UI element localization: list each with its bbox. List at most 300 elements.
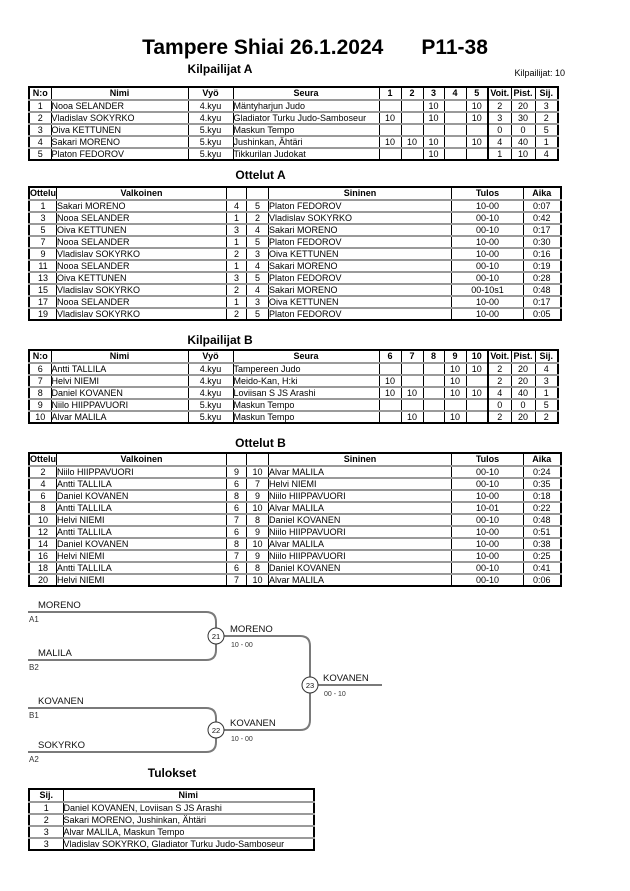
- cell-s1: [379, 411, 401, 423]
- cell-s3: 10: [423, 136, 444, 148]
- col-header-valkoinen: Valkoinen: [57, 453, 227, 466]
- cell-n1: 2: [227, 248, 247, 260]
- cell-seura: Maskun Tempo: [233, 411, 379, 423]
- cell-no: 19: [29, 308, 57, 320]
- cell-n2: 9: [247, 490, 269, 502]
- cell-valkoinen: Daniel KOVANEN: [57, 490, 227, 502]
- cell-pist: 40: [511, 136, 535, 148]
- cell-pist: 20: [511, 363, 535, 375]
- cell-nimi: Daniel KOVANEN, Loviisan S JS Arashi: [63, 802, 314, 814]
- cell-voit: 0: [488, 124, 511, 136]
- semi1-bottom-name: MALILA: [38, 648, 72, 659]
- cell-no: 13: [29, 272, 57, 284]
- table-row: [29, 363, 558, 375]
- cell-nimi: Alvar MALILA: [51, 411, 188, 423]
- cell-nimi: Helvi NIEMI: [51, 375, 188, 387]
- table-row: [29, 502, 561, 514]
- cell-n2: 3: [247, 248, 269, 260]
- col-header-seura: Seura: [233, 87, 379, 100]
- cell-aika: 0:18: [524, 490, 561, 502]
- col-header-opp7: 7: [401, 350, 423, 363]
- cell-seura: Tampereen Judo: [233, 363, 379, 375]
- cell-s2: [401, 363, 423, 375]
- matches-a-header-row: [29, 187, 561, 200]
- col-header-blue-no: [247, 187, 269, 200]
- cell-voit: 0: [488, 399, 511, 411]
- cell-sij: 3: [29, 838, 63, 850]
- medal-bracket: [0, 595, 630, 770]
- cell-s3: [423, 124, 444, 136]
- cell-s2: [401, 399, 423, 411]
- cell-sij: 2: [535, 112, 558, 124]
- pool-a-table: [28, 86, 559, 161]
- cell-s1: [379, 124, 401, 136]
- semi2-winner-name: KOVANEN: [230, 718, 276, 729]
- cell-n1: 6: [227, 502, 247, 514]
- cell-sininen: Vladislav SOKYRKO: [269, 212, 452, 224]
- event-title: Tampere Shiai 26.1.2024: [142, 36, 384, 59]
- cell-pist: 20: [511, 411, 535, 423]
- cell-s2: 10: [401, 136, 423, 148]
- match-22-number: 22: [211, 726, 221, 735]
- cell-sij: 1: [535, 387, 558, 399]
- cell-sij: 5: [535, 399, 558, 411]
- cell-nimi: Sakari MORENO: [51, 136, 188, 148]
- cell-valkoinen: Antti TALLILA: [57, 526, 227, 538]
- cell-s2: [401, 100, 423, 112]
- cell-tulos: 00-10: [452, 224, 524, 236]
- section-title-pool-b: Kilpailijat B: [187, 333, 253, 347]
- cell-valkoinen: Nooa SELANDER: [57, 236, 227, 248]
- cell-n1: 6: [227, 526, 247, 538]
- table-row: [29, 375, 558, 387]
- cell-s2: [401, 375, 423, 387]
- cell-no: 14: [29, 538, 57, 550]
- cell-nimi: Nooa SELANDER: [51, 100, 188, 112]
- cell-valkoinen: Vladislav SOKYRKO: [57, 248, 227, 260]
- col-header-sij: Sij.: [535, 350, 558, 363]
- table-row: [29, 124, 558, 136]
- col-header-nimi: Nimi: [51, 350, 188, 363]
- cell-pist: 10: [511, 148, 535, 160]
- cell-valkoinen: Niilo HIIPPAVUORI: [57, 466, 227, 478]
- pool-a-header-row: [29, 87, 558, 100]
- cell-s5: 10: [466, 136, 488, 148]
- cell-no: 18: [29, 562, 57, 574]
- cell-vyo: 4.kyu: [188, 112, 233, 124]
- cell-sininen: Alvar MALILA: [269, 502, 452, 514]
- cell-no: 2: [29, 466, 57, 478]
- cell-no: 9: [29, 248, 57, 260]
- cell-sininen: Niilo HIIPPAVUORI: [269, 526, 452, 538]
- cell-sij: 2: [29, 814, 63, 826]
- cell-vyo: 4.kyu: [188, 100, 233, 112]
- cell-valkoinen: Nooa SELANDER: [57, 296, 227, 308]
- cell-no: 6: [29, 363, 51, 375]
- cell-n1: 1: [227, 236, 247, 248]
- matches-b-table: [28, 452, 562, 587]
- col-header-pist: Pist.: [511, 87, 535, 100]
- cell-s1: [379, 399, 401, 411]
- semi1-winner-name: MORENO: [230, 624, 273, 635]
- col-header-ottelu: Ottelu: [30, 188, 56, 198]
- cell-aika: 0:16: [524, 248, 561, 260]
- cell-tulos: 10-00: [452, 200, 524, 212]
- cell-sij: 3: [29, 826, 63, 838]
- cell-sij: 1: [29, 802, 63, 814]
- cell-s3: [423, 399, 444, 411]
- cell-n2: 5: [247, 200, 269, 212]
- cell-aika: 0:42: [524, 212, 561, 224]
- table-row: [29, 478, 561, 490]
- cell-n1: 1: [227, 296, 247, 308]
- section-title-matches-b: Ottelut B: [235, 436, 286, 450]
- cell-tulos: 00-10: [452, 562, 524, 574]
- cell-aika: 0:38: [524, 538, 561, 550]
- cell-n2: 3: [247, 296, 269, 308]
- cell-no: 5: [29, 224, 57, 236]
- cell-no: 2: [29, 112, 51, 124]
- cell-seura: Jushinkan, Ähtäri: [233, 136, 379, 148]
- cell-aika: 0:05: [524, 308, 561, 320]
- semi2-bottom-name: SOKYRKO: [38, 740, 85, 751]
- section-title-matches-a: Ottelut A: [235, 168, 286, 182]
- cell-pist: 40: [511, 387, 535, 399]
- cell-no: 12: [29, 526, 57, 538]
- table-row: [29, 296, 561, 308]
- cell-n2: 5: [247, 308, 269, 320]
- cell-s3: 10: [423, 100, 444, 112]
- cell-n2: 10: [247, 538, 269, 550]
- cell-no: 3: [29, 124, 51, 136]
- cell-tulos: 10-00: [452, 538, 524, 550]
- col-header-nimi: Nimi: [51, 87, 188, 100]
- cell-n2: 5: [247, 272, 269, 284]
- cell-tulos: 00-10: [452, 514, 524, 526]
- cell-no: 3: [29, 212, 57, 224]
- col-header-sininen: Sininen: [269, 453, 452, 466]
- cell-vyo: 4.kyu: [188, 375, 233, 387]
- cell-voit: 3: [488, 112, 511, 124]
- cell-vyo: 5.kyu: [188, 124, 233, 136]
- cell-no: 4: [29, 136, 51, 148]
- col-header-opp6: 6: [379, 350, 401, 363]
- cell-no: 16: [29, 550, 57, 562]
- cell-s5: [466, 411, 488, 423]
- cell-valkoinen: Vladislav SOKYRKO: [57, 284, 227, 296]
- results-header-row: [29, 789, 314, 802]
- cell-s5: [466, 375, 488, 387]
- col-header-white-no: [227, 453, 247, 466]
- cell-sij: 4: [535, 148, 558, 160]
- table-row: [29, 562, 561, 574]
- cell-sininen: Alvar MALILA: [269, 538, 452, 550]
- cell-seura: Tikkurilan Judokat: [233, 148, 379, 160]
- cell-voit: 1: [488, 148, 511, 160]
- table-row: [29, 236, 561, 248]
- cell-n2: 8: [247, 562, 269, 574]
- table-row: [29, 200, 561, 212]
- cell-sininen: Oiva KETTUNEN: [269, 296, 452, 308]
- cell-valkoinen: Daniel KOVANEN: [57, 538, 227, 550]
- cell-n1: 8: [227, 490, 247, 502]
- table-row: [29, 538, 561, 550]
- cell-aika: 0:17: [524, 224, 561, 236]
- cell-vyo: 4.kyu: [188, 387, 233, 399]
- cell-nimi: Antti TALLILA: [51, 363, 188, 375]
- table-row: [29, 136, 558, 148]
- pool-b-table: [28, 349, 559, 424]
- cell-seura: Maskun Tempo: [233, 124, 379, 136]
- results-table: [28, 788, 315, 851]
- table-row: [29, 308, 561, 320]
- cell-n1: 4: [227, 200, 247, 212]
- cell-s4: [444, 148, 466, 160]
- cell-tulos: 00-10: [452, 574, 524, 586]
- cell-sininen: Platon FEDOROV: [269, 308, 452, 320]
- table-row: [29, 284, 561, 296]
- col-header-seura: Seura: [233, 350, 379, 363]
- cell-n2: 2: [247, 212, 269, 224]
- cell-n1: 2: [227, 284, 247, 296]
- cell-n2: 4: [247, 284, 269, 296]
- cell-no: 7: [29, 236, 57, 248]
- cell-no: 4: [29, 478, 57, 490]
- cell-s3: [423, 411, 444, 423]
- col-header-valkoinen: Valkoinen: [57, 187, 227, 200]
- cell-aika: 0:48: [524, 284, 561, 296]
- cell-nimi: Alvar MALILA, Maskun Tempo: [63, 826, 314, 838]
- cell-sij: 1: [535, 136, 558, 148]
- table-row: [29, 826, 314, 838]
- cell-valkoinen: Helvi NIEMI: [57, 514, 227, 526]
- cell-s1: 10: [379, 136, 401, 148]
- table-row: [29, 526, 561, 538]
- cell-s5: 10: [466, 112, 488, 124]
- cell-no: 8: [29, 502, 57, 514]
- cell-vyo: 5.kyu: [188, 399, 233, 411]
- cell-no: 1: [29, 200, 57, 212]
- cell-n1: 7: [227, 514, 247, 526]
- bracket-line-a1: [28, 612, 216, 628]
- cell-n1: 3: [227, 224, 247, 236]
- cell-s2: [401, 112, 423, 124]
- cell-s4: [444, 399, 466, 411]
- cell-aika: 0:25: [524, 550, 561, 562]
- cell-s2: 10: [401, 411, 423, 423]
- cell-pist: 20: [511, 375, 535, 387]
- cell-sininen: Niilo HIIPPAVUORI: [269, 550, 452, 562]
- semi1-score: 10 - 00: [231, 642, 253, 649]
- cell-vyo: 5.kyu: [188, 136, 233, 148]
- cell-no: 8: [29, 387, 51, 399]
- semi2-bottom-seed: A2: [29, 755, 39, 764]
- cell-valkoinen: Antti TALLILA: [57, 502, 227, 514]
- cell-seura: Gladiator Turku Judo-Samboseur: [233, 112, 379, 124]
- cell-no: 20: [29, 574, 57, 586]
- cell-vyo: 5.kyu: [188, 411, 233, 423]
- cell-valkoinen: Oiva KETTUNEN: [57, 224, 227, 236]
- semi1-top-name: MORENO: [38, 600, 81, 611]
- cell-valkoinen: Nooa SELANDER: [57, 260, 227, 272]
- cell-no: 15: [29, 284, 57, 296]
- cell-vyo: 5.kyu: [188, 148, 233, 160]
- cell-n2: 7: [247, 478, 269, 490]
- col-header-opp3: 3: [423, 87, 444, 100]
- cell-n1: 9: [227, 466, 247, 478]
- table-row: [29, 490, 561, 502]
- cell-valkoinen: Sakari MORENO: [57, 200, 227, 212]
- cell-n2: 9: [247, 526, 269, 538]
- table-row: [29, 248, 561, 260]
- cell-tulos: 10-00: [452, 526, 524, 538]
- col-header-nimi: Nimi: [63, 789, 314, 802]
- bracket-line-b1: [28, 708, 216, 722]
- cell-aika: 0:07: [524, 200, 561, 212]
- cell-n1: 6: [227, 478, 247, 490]
- cell-no: 10: [29, 411, 51, 423]
- cell-pist: 20: [511, 100, 535, 112]
- table-row: [29, 212, 561, 224]
- cell-s4: [444, 100, 466, 112]
- cell-n1: 2: [227, 308, 247, 320]
- table-row: [29, 272, 561, 284]
- cell-nimi: Niilo HIIPPAVUORI: [51, 399, 188, 411]
- cell-s5: [466, 148, 488, 160]
- cell-sininen: Platon FEDOROV: [269, 200, 452, 212]
- match-21-number: 21: [211, 632, 221, 641]
- section-title-pool-a: Kilpailijat A: [187, 62, 253, 76]
- cell-aika: 0:30: [524, 236, 561, 248]
- col-header-voit: Voit.: [488, 350, 511, 363]
- col-header-vyo: Vyö: [188, 350, 233, 363]
- cell-sininen: Daniel KOVANEN: [269, 514, 452, 526]
- semi1-top-seed: A1: [29, 615, 39, 624]
- cell-sininen: Helvi NIEMI: [269, 478, 452, 490]
- table-row: [29, 387, 558, 399]
- table-row: [29, 399, 558, 411]
- table-row: [29, 814, 314, 826]
- cell-valkoinen: Vladislav SOKYRKO: [57, 308, 227, 320]
- col-header-opp2: 2: [401, 87, 423, 100]
- cell-sininen: Alvar MALILA: [269, 466, 452, 478]
- table-row: [29, 148, 558, 160]
- matches-a-table: [28, 186, 562, 321]
- cell-aika: 0:19: [524, 260, 561, 272]
- cell-sininen: Sakari MORENO: [269, 284, 452, 296]
- cell-no: 10: [29, 514, 57, 526]
- cell-s3: [423, 387, 444, 399]
- cell-n2: 10: [247, 502, 269, 514]
- cell-sininen: Platon FEDOROV: [269, 236, 452, 248]
- cell-sininen: Platon FEDOROV: [269, 272, 452, 284]
- table-row: [29, 802, 314, 814]
- cell-tulos: 10-01: [452, 502, 524, 514]
- cell-aika: 0:24: [524, 466, 561, 478]
- cell-nimi: Vladislav SOKYRKO: [51, 112, 188, 124]
- cell-seura: Maskun Tempo: [233, 399, 379, 411]
- col-header-tulos: Tulos: [452, 453, 524, 466]
- final-score: 00 - 10: [324, 691, 346, 698]
- cell-no: 7: [29, 375, 51, 387]
- cell-tulos: 10-00: [452, 308, 524, 320]
- cell-s5: 10: [466, 100, 488, 112]
- cell-tulos: 00-10: [452, 478, 524, 490]
- cell-s3: 10: [423, 148, 444, 160]
- cell-nimi: Daniel KOVANEN: [51, 387, 188, 399]
- cell-s2: [401, 148, 423, 160]
- cell-seura: Mäntyharjun Judo: [233, 100, 379, 112]
- col-header-blue-no: [247, 453, 269, 466]
- cell-no: 1: [29, 100, 51, 112]
- cell-aika: 0:41: [524, 562, 561, 574]
- cell-voit: 2: [488, 375, 511, 387]
- cell-s5: [466, 399, 488, 411]
- cell-nimi: Platon FEDOROV: [51, 148, 188, 160]
- col-header-vyo: Vyö: [188, 87, 233, 100]
- cell-seura: Loviisan S JS Arashi: [233, 387, 379, 399]
- table-row: [29, 514, 561, 526]
- semi2-score: 10 - 00: [231, 736, 253, 743]
- match-23-number: 23: [305, 681, 315, 690]
- cell-s1: [379, 148, 401, 160]
- cell-sij: 2: [535, 411, 558, 423]
- col-header-opp1: 1: [379, 87, 401, 100]
- cell-valkoinen: Helvi NIEMI: [57, 550, 227, 562]
- table-row: [29, 550, 561, 562]
- cell-no: 17: [29, 296, 57, 308]
- col-header-opp10: 10: [466, 350, 488, 363]
- cell-n1: 3: [227, 272, 247, 284]
- cell-n2: 4: [247, 260, 269, 272]
- cell-n2: 9: [247, 550, 269, 562]
- cell-s2: 10: [401, 387, 423, 399]
- cell-aika: 0:22: [524, 502, 561, 514]
- semi1-bottom-seed: B2: [29, 663, 39, 672]
- cell-s4: [444, 136, 466, 148]
- cell-n1: 8: [227, 538, 247, 550]
- matches-b-header-row: [29, 453, 561, 466]
- semi2-top-seed: B1: [29, 711, 39, 720]
- cell-n2: 10: [247, 466, 269, 478]
- cell-s1: 10: [379, 375, 401, 387]
- cell-s1: [379, 363, 401, 375]
- cell-valkoinen: Oiva KETTUNEN: [57, 272, 227, 284]
- final-winner-name: KOVANEN: [323, 673, 369, 684]
- cell-s4: 10: [444, 411, 466, 423]
- cell-tulos: 10-00: [452, 248, 524, 260]
- cell-tulos: 00-10: [452, 260, 524, 272]
- competitor-count: Kilpailijat: 10: [514, 68, 565, 78]
- cell-s4: [444, 112, 466, 124]
- cell-s4: 10: [444, 363, 466, 375]
- cell-aika: 0:17: [524, 296, 561, 308]
- cell-n2: 8: [247, 514, 269, 526]
- cell-s5: 10: [466, 387, 488, 399]
- cell-s3: [423, 375, 444, 387]
- table-row: [29, 466, 561, 478]
- cell-s1: 10: [379, 387, 401, 399]
- cell-voit: 2: [488, 363, 511, 375]
- col-header-sij: Sij.: [535, 87, 558, 100]
- cell-n1: 1: [227, 212, 247, 224]
- page-title: [0, 36, 630, 60]
- table-row: [29, 224, 561, 236]
- cell-sij: 3: [535, 375, 558, 387]
- cell-sininen: Oiva KETTUNEN: [269, 248, 452, 260]
- table-row: [29, 100, 558, 112]
- cell-aika: 0:28: [524, 272, 561, 284]
